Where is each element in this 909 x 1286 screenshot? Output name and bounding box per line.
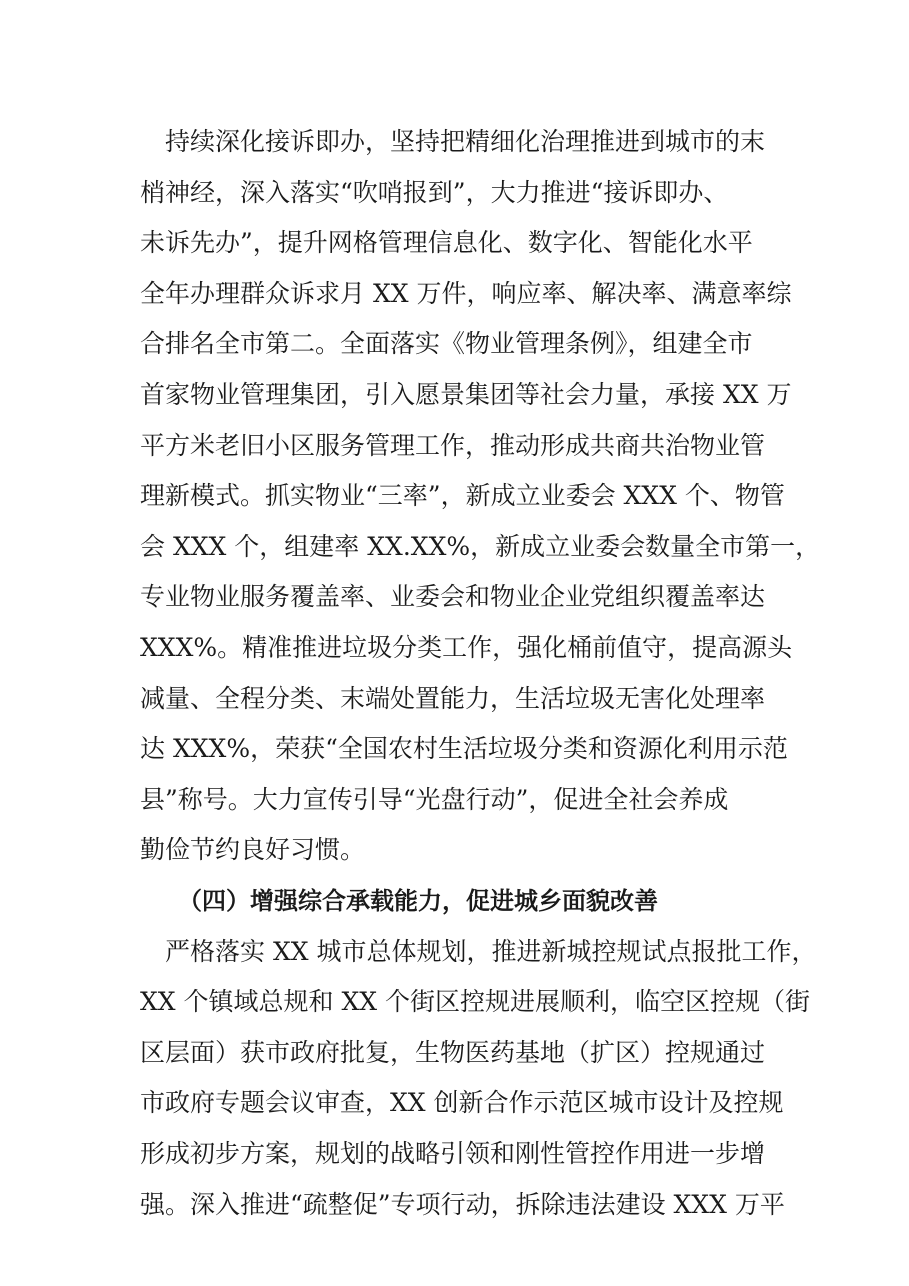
- body-text-line: 未诉先办”，提升网格管理信息化、数字化、智能化水平: [140, 228, 753, 258]
- body-text-line: 梢神经，深入落实“吹哨报到”，大力推进“接诉即办、: [140, 177, 729, 207]
- body-text-line: 会 XXX 个，组建率 XX.XX%，新成立业委会数量全市第一，: [140, 531, 821, 561]
- body-text-line: XX 个镇域总规和 XX 个街区控规进展顺利，临空区控规（街: [140, 987, 811, 1017]
- body-text-line: 勤俭节约良好习惯。: [140, 835, 366, 865]
- body-text-line: 合排名全市第二。全面落实《物业管理条例》，组建全市: [140, 329, 753, 359]
- body-text-line: 首家物业管理集团，引入愿景集团等社会力量，承接 XX 万: [140, 380, 792, 409]
- body-text-line: 理新模式。抓实物业“三率”，新成立业委会 XXX 个、物管: [140, 481, 785, 511]
- body-text-line: 区层面）获市政府批复，生物医药基地（扩区）控规通过: [140, 1037, 766, 1067]
- body-text-line: 市政府专题会议审查，XX 创新合作示范区城市设计及控规: [140, 1088, 784, 1118]
- body-text-line: 持续深化接诉即办，坚持把精细化治理推进到城市的末: [140, 127, 766, 156]
- body-text-line: 平方米老旧小区服务管理工作，推动形成共商共治物业管: [140, 430, 766, 460]
- body-text-line: XXX%。精准推进垃圾分类工作，强化桶前值守，提高源头: [140, 633, 793, 662]
- body-text-line: 全年办理群众诉求月 XX 万件，响应率、解决率、满意率综: [140, 278, 792, 308]
- section-heading: （四）增强综合承载能力，促进城乡面貌改善: [178, 887, 658, 915]
- body-text-line: 减量、全程分类、末端处置能力，生活垃圾无害化处理率: [140, 683, 766, 713]
- body-text-line: 严格落实 XX 城市总体规划，推进新城控规试点报批工作，: [140, 936, 817, 966]
- body-text-line: 县”称号。大力宣传引导“光盘行动”，促进全社会养成: [140, 784, 729, 814]
- body-text-line: 达 XXX%，荣获“全国农村生活垃圾分类和资源化利用示范: [140, 734, 788, 764]
- body-text-line: 专业物业服务覆盖率、业委会和物业企业党组织覆盖率达: [140, 582, 766, 612]
- body-text-line: 强。深入推进“疏整促”专项行动，拆除违法建设 XXX 万平: [140, 1189, 785, 1219]
- body-text-line: 形成初步方案，规划的战略引领和刚性管控作用进一步增: [140, 1139, 766, 1168]
